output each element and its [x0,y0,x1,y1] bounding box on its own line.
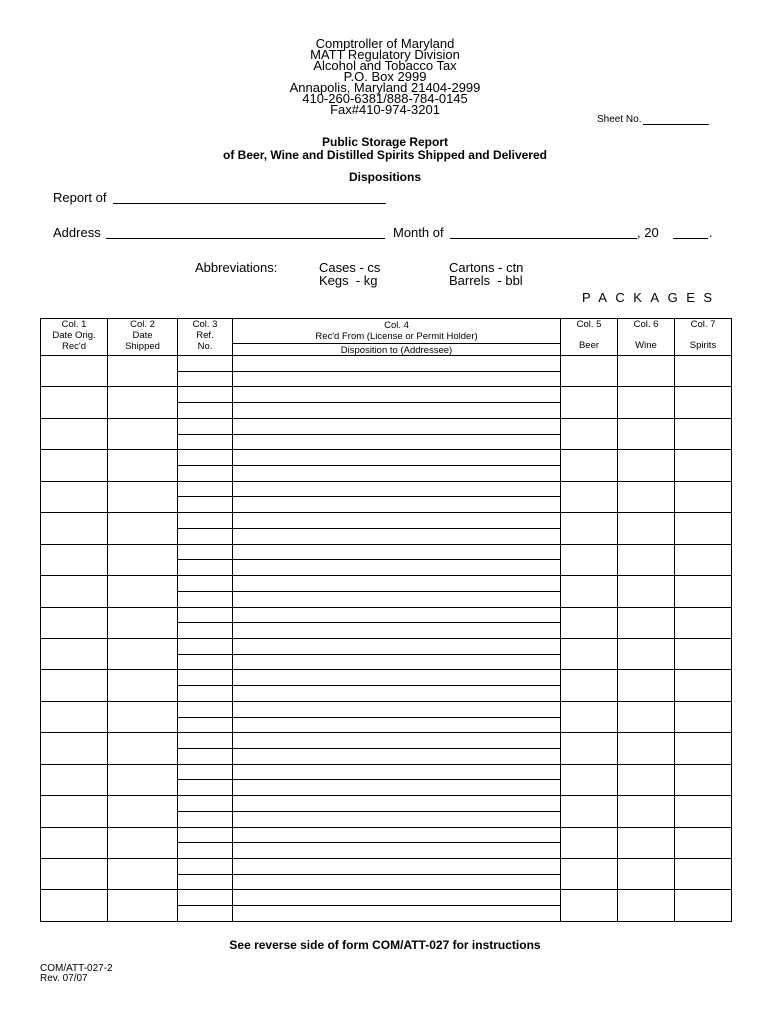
wine-cell[interactable] [618,827,675,858]
wine-cell[interactable] [618,544,675,575]
col4-header [233,319,561,356]
ref-no-cell[interactable] [178,701,233,732]
received-from-field[interactable] [233,702,560,717]
col7-header: Col. 7 Spirits [675,319,732,356]
received-from-field[interactable] [233,733,560,748]
disposition-to-field[interactable] [233,528,560,544]
date-shipped-cell[interactable] [108,387,178,418]
date-shipped-cell[interactable] [108,827,178,858]
col1-header: Col. 1 Date Orig. Rec'd [41,319,108,356]
date-received-cell[interactable] [41,764,108,795]
beer-cell[interactable] [561,450,618,481]
spirits-cell[interactable] [675,701,732,732]
wine-cell[interactable] [618,890,675,921]
party-cell[interactable] [233,607,561,638]
beer-cell[interactable] [561,733,618,764]
ref-no-cell[interactable] [178,638,233,669]
abbr-cartons: Cartons - ctn [449,260,524,275]
table-row [41,733,732,764]
beer-cell[interactable] [561,670,618,701]
ref-no-top[interactable] [178,796,232,811]
ref-no-cell[interactable] [178,481,233,512]
date-received-cell[interactable] [41,796,108,827]
ref-no-bottom[interactable] [178,811,232,827]
received-from-field[interactable] [233,859,560,874]
table-row [41,576,732,607]
ref-no-bottom[interactable] [178,496,232,512]
sheet-no-field[interactable] [643,114,709,125]
beer-cell[interactable] [561,356,618,387]
ref-no-cell[interactable] [178,796,233,827]
disposition-to-field[interactable] [233,591,560,607]
party-cell[interactable] [233,481,561,512]
phone-numbers: 410-260-6381/888-784-0145 [302,91,468,106]
ref-no-cell[interactable] [178,450,233,481]
disposition-to-field[interactable] [233,842,560,858]
beer-cell[interactable] [561,859,618,890]
wine-cell[interactable] [618,764,675,795]
form-number: COM/ATT-027-2 [40,963,113,974]
date-received-cell[interactable] [41,701,108,732]
ref-no-top[interactable] [178,482,232,497]
address-field[interactable] [106,237,385,239]
table-row [41,764,732,795]
year-field[interactable] [673,237,708,239]
wine-cell[interactable] [618,513,675,544]
wine-cell[interactable] [618,796,675,827]
wine-cell[interactable] [618,356,675,387]
ref-no-bottom[interactable] [178,622,232,638]
city-state-zip: Annapolis, Maryland 21404-2999 [289,80,481,95]
date-shipped-cell[interactable] [108,670,178,701]
report-title: Public Storage Report [321,135,449,149]
spirits-cell[interactable] [675,576,732,607]
ref-no-top[interactable] [178,576,232,591]
table-row [41,481,732,512]
party-cell[interactable] [233,418,561,449]
ref-no-bottom[interactable] [178,748,232,764]
date-received-cell[interactable] [41,638,108,669]
received-from-field[interactable] [233,639,560,654]
received-from-field[interactable] [233,796,560,811]
party-cell[interactable] [233,733,561,764]
ref-no-bottom[interactable] [178,591,232,607]
disposition-to-field[interactable] [233,905,560,921]
col6-header: Col. 6 Wine [618,319,675,356]
agency-name: Comptroller of Maryland [315,36,455,51]
ref-no-cell[interactable] [178,418,233,449]
received-from-field[interactable] [233,387,560,402]
ref-no-top[interactable] [178,545,232,560]
table-row [41,670,732,701]
table-row [41,859,732,890]
received-from-field[interactable] [233,450,560,465]
party-cell[interactable] [233,387,561,418]
disposition-to-field[interactable] [233,434,560,450]
table-row [41,796,732,827]
ref-no-bottom[interactable] [178,779,232,795]
month-of-label: Month of [393,225,444,240]
beer-cell[interactable] [561,701,618,732]
year-period: . [709,225,713,240]
disposition-to-field[interactable] [233,559,560,575]
date-received-cell[interactable] [41,733,108,764]
date-shipped-cell[interactable] [108,638,178,669]
spirits-cell[interactable] [675,513,732,544]
date-received-cell[interactable] [41,356,108,387]
beer-cell[interactable] [561,890,618,921]
table-row [41,638,732,669]
year-label: , 20 [637,225,659,240]
date-shipped-cell[interactable] [108,513,178,544]
beer-cell[interactable] [561,796,618,827]
spirits-cell[interactable] [675,638,732,669]
party-cell[interactable] [233,356,561,387]
table-row [41,701,732,732]
ref-no-cell[interactable] [178,387,233,418]
ref-no-bottom[interactable] [178,402,232,418]
ref-no-top[interactable] [178,387,232,402]
disposition-to-field[interactable] [233,685,560,701]
party-cell[interactable] [233,544,561,575]
disposition-to-field[interactable] [233,496,560,512]
wine-cell[interactable] [618,481,675,512]
ref-no-top[interactable] [178,639,232,654]
ref-no-top[interactable] [178,890,232,905]
report-of-label: Report of [53,190,107,205]
disposition-to-field[interactable] [233,371,560,387]
date-received-cell[interactable] [41,607,108,638]
col2-header: Col. 2 Date Shipped [108,319,178,356]
received-from-field[interactable] [233,356,560,371]
ref-no-top[interactable] [178,450,232,465]
division-name: MATT Regulatory Division [310,47,460,62]
received-from-field[interactable] [233,419,560,434]
disposition-to-field[interactable] [233,874,560,890]
spirits-cell[interactable] [675,764,732,795]
table-row [41,827,732,858]
received-from-field[interactable] [233,482,560,497]
date-shipped-cell[interactable] [108,890,178,921]
spirits-cell[interactable] [675,733,732,764]
date-shipped-cell[interactable] [108,544,178,575]
party-cell[interactable] [233,638,561,669]
beer-cell[interactable] [561,481,618,512]
date-received-cell[interactable] [41,890,108,921]
ref-no-top[interactable] [178,702,232,717]
col4-disposition-to: Disposition to (Addressee) [233,343,560,356]
wine-cell[interactable] [618,670,675,701]
ref-no-top[interactable] [178,356,232,371]
disposition-to-field[interactable] [233,779,560,795]
ref-no-bottom[interactable] [178,685,232,701]
received-from-field[interactable] [233,513,560,528]
spirits-cell[interactable] [675,387,732,418]
party-cell[interactable] [233,450,561,481]
report-of-field[interactable] [113,202,386,204]
date-shipped-cell[interactable] [108,356,178,387]
date-shipped-cell[interactable] [108,576,178,607]
ref-no-cell[interactable] [178,356,233,387]
ref-no-bottom[interactable] [178,528,232,544]
wine-cell[interactable] [618,576,675,607]
abbr-cases: Cases - cs [319,260,381,275]
party-cell[interactable] [233,670,561,701]
table-row [41,387,732,418]
received-from-field[interactable] [233,765,560,780]
ref-no-bottom[interactable] [178,465,232,481]
table-row [41,450,732,481]
ref-no-top[interactable] [178,765,232,780]
unit-name: Alcohol and Tobacco Tax [313,58,457,73]
date-shipped-cell[interactable] [108,607,178,638]
ref-no-top[interactable] [178,828,232,843]
col5-beer: Beer [578,340,600,351]
date-shipped-cell[interactable] [108,701,178,732]
date-shipped-cell[interactable] [108,764,178,795]
party-cell[interactable] [233,827,561,858]
section-title: Dispositions [348,170,421,184]
date-received-cell[interactable] [41,450,108,481]
spirits-cell[interactable] [675,670,732,701]
received-from-field[interactable] [233,890,560,905]
wine-cell[interactable] [618,701,675,732]
disposition-to-field[interactable] [233,465,560,481]
disposition-to-field[interactable] [233,622,560,638]
ref-no-top[interactable] [178,670,232,685]
ref-no-top[interactable] [178,859,232,874]
date-shipped-cell[interactable] [108,481,178,512]
beer-cell[interactable] [561,607,618,638]
party-cell[interactable] [233,764,561,795]
received-from-field[interactable] [233,670,560,685]
fax-number: Fax#410-974-3201 [330,102,440,117]
table-row [41,513,732,544]
abbr-kegs: Kegs - kg [319,273,378,288]
dispositions-table [40,318,732,922]
packages-heading: PACKAGES [582,290,721,305]
col3-header: Col. 3 Ref. No. [178,319,233,356]
ref-no-cell[interactable] [178,607,233,638]
party-cell[interactable] [233,796,561,827]
beer-cell[interactable] [561,387,618,418]
ref-no-bottom[interactable] [178,434,232,450]
wine-cell[interactable] [618,450,675,481]
instructions-note: See reverse side of form COM/ATT-027 for instructions [229,938,541,952]
received-from-field[interactable] [233,576,560,591]
col7-spirits: Spirits [689,340,717,351]
party-cell[interactable] [233,859,561,890]
spirits-cell[interactable] [675,859,732,890]
beer-cell[interactable] [561,418,618,449]
date-shipped-cell[interactable] [108,450,178,481]
table-row [41,418,732,449]
wine-cell[interactable] [618,859,675,890]
ref-no-cell[interactable] [178,544,233,575]
wine-cell[interactable] [618,418,675,449]
spirits-cell[interactable] [675,796,732,827]
date-received-cell[interactable] [41,418,108,449]
ref-no-top[interactable] [178,513,232,528]
ref-no-cell[interactable] [178,733,233,764]
spirits-cell[interactable] [675,418,732,449]
wine-cell[interactable] [618,387,675,418]
ref-no-cell[interactable] [178,513,233,544]
date-received-cell[interactable] [41,859,108,890]
party-cell[interactable] [233,576,561,607]
date-received-cell[interactable] [41,513,108,544]
ref-no-top[interactable] [178,419,232,434]
received-from-field[interactable] [233,608,560,623]
table-row [41,544,732,575]
party-cell[interactable] [233,890,561,921]
spirits-cell[interactable] [675,356,732,387]
beer-cell[interactable] [561,764,618,795]
abbreviations-label: Abbreviations: [195,260,278,275]
address-label: Address [53,225,101,240]
spirits-cell[interactable] [675,890,732,921]
table-row [41,890,732,921]
ref-no-cell[interactable] [178,890,233,921]
ref-no-cell[interactable] [178,859,233,890]
date-received-cell[interactable] [41,670,108,701]
spirits-cell[interactable] [675,450,732,481]
beer-cell[interactable] [561,827,618,858]
date-received-cell[interactable] [41,387,108,418]
party-cell[interactable] [233,701,561,732]
spirits-cell[interactable] [675,827,732,858]
date-received-cell[interactable] [41,827,108,858]
ref-no-bottom[interactable] [178,371,232,387]
received-from-field[interactable] [233,545,560,560]
beer-cell[interactable] [561,544,618,575]
sheet-no [597,114,709,125]
beer-cell[interactable] [561,576,618,607]
wine-cell[interactable] [618,607,675,638]
date-received-cell[interactable] [41,576,108,607]
disposition-to-field[interactable] [233,717,560,733]
table-row [41,356,732,387]
spirits-cell[interactable] [675,544,732,575]
disposition-to-field[interactable] [233,402,560,418]
spirits-cell[interactable] [675,481,732,512]
date-received-cell[interactable] [41,481,108,512]
ref-no-cell[interactable] [178,670,233,701]
ref-no-bottom[interactable] [178,905,232,921]
col4-received-from: Rec'd From (License or Permit Holder) [315,331,478,342]
month-field[interactable] [450,237,637,239]
form-revision: Rev. 07/07 [40,973,88,984]
col6-wine: Wine [635,340,657,351]
disposition-to-field[interactable] [233,654,560,670]
po-box: P.O. Box 2999 [343,69,427,84]
spirits-cell[interactable] [675,607,732,638]
ref-no-bottom[interactable] [178,842,232,858]
date-shipped-cell[interactable] [108,796,178,827]
received-from-field[interactable] [233,828,560,843]
wine-cell[interactable] [618,638,675,669]
ref-no-cell[interactable] [178,576,233,607]
ref-no-bottom[interactable] [178,717,232,733]
disposition-to-field[interactable] [233,748,560,764]
abbr-barrels: Barrels - bbl [449,273,523,288]
beer-cell[interactable] [561,638,618,669]
date-received-cell[interactable] [41,544,108,575]
sheet-no-label: Sheet No. [597,114,642,125]
ref-no-top[interactable] [178,608,232,623]
date-shipped-cell[interactable] [108,733,178,764]
date-shipped-cell[interactable] [108,859,178,890]
beer-cell[interactable] [561,513,618,544]
ref-no-bottom[interactable] [178,874,232,890]
ref-no-bottom[interactable] [178,654,232,670]
party-cell[interactable] [233,513,561,544]
table-row [41,607,732,638]
ref-no-top[interactable] [178,733,232,748]
report-subtitle: of Beer, Wine and Distilled Spirits Shipped and Delivered [223,148,547,162]
ref-no-bottom[interactable] [178,559,232,575]
wine-cell[interactable] [618,733,675,764]
date-shipped-cell[interactable] [108,418,178,449]
ref-no-cell[interactable] [178,827,233,858]
ref-no-cell[interactable] [178,764,233,795]
disposition-to-field[interactable] [233,811,560,827]
col4-title: Col. 4 [384,320,409,331]
col5-header: Col. 5 Beer [561,319,618,356]
